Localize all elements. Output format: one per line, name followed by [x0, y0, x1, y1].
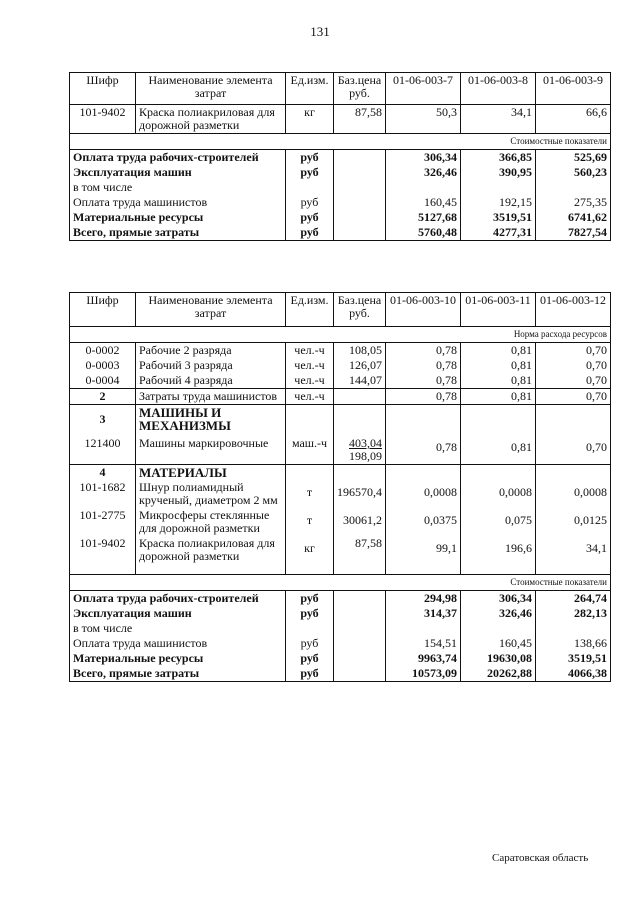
- cost-name: Оплата труда машинистов: [70, 636, 286, 651]
- table-header: [70, 293, 611, 327]
- row-price: 87,58: [334, 105, 386, 134]
- cost-value: 314,37: [386, 606, 461, 621]
- row-value: 0,81: [461, 358, 536, 373]
- row-name: Затраты труда машинистов: [136, 389, 286, 405]
- row-value: 34,1: [461, 105, 536, 134]
- row-name: Микросферы стеклянные для дорожной разметки: [136, 508, 286, 536]
- table-row: [70, 105, 611, 134]
- cost-value: 306,34: [386, 150, 461, 166]
- section-label: Стоимостные показатели: [70, 574, 611, 590]
- cost-row: [70, 666, 611, 682]
- cost-name: Эксплуатация машин: [70, 606, 286, 621]
- row-value: 0,78: [386, 358, 461, 373]
- cost-value: 282,13: [536, 606, 611, 621]
- row-code: 0-0002: [70, 343, 136, 359]
- cost-value: 326,46: [386, 165, 461, 180]
- cost-name: Эксплуатация машин: [70, 165, 286, 180]
- table-row: [70, 480, 611, 508]
- cost-table-1: [69, 72, 611, 241]
- cost-value: 306,34: [461, 590, 536, 606]
- col-unit-header: Ед.изм.: [286, 73, 334, 105]
- section-label-row: [70, 327, 611, 343]
- cost-name: Оплата труда рабочих-строителей: [70, 590, 286, 606]
- cost-name: Всего, прямые затраты: [70, 225, 286, 241]
- cost-value: 525,69: [536, 150, 611, 166]
- row-price: 126,07: [334, 358, 386, 373]
- cost-row: [70, 150, 611, 166]
- row-value: 0,70: [536, 343, 611, 359]
- cost-value: 390,95: [461, 165, 536, 180]
- row-unit: кг: [286, 536, 334, 564]
- row-code: 4: [70, 465, 136, 481]
- row-unit: т: [286, 480, 334, 508]
- cost-row: [70, 621, 611, 636]
- row-code: 101-2775: [70, 508, 136, 536]
- row-value: 0,81: [461, 389, 536, 405]
- row-value: 66,6: [536, 105, 611, 134]
- cost-row: [70, 225, 611, 241]
- row-name: Шнур полиамидный крученый, диаметром 2 мм: [136, 480, 286, 508]
- row-price: [334, 389, 386, 405]
- spacer-row: [70, 564, 611, 574]
- row-value: 0,70: [536, 358, 611, 373]
- col-price-header: Баз.цена руб.: [334, 293, 386, 327]
- cost-value: 560,23: [536, 165, 611, 180]
- cost-name: Оплата труда рабочих-строителей: [70, 150, 286, 166]
- cost-value: 264,74: [536, 590, 611, 606]
- col-variant-2-header: 01-06-003-11: [461, 293, 536, 327]
- row-value: 0,78: [386, 389, 461, 405]
- row-value: 0,78: [386, 373, 461, 389]
- cost-value: 326,46: [461, 606, 536, 621]
- page-number: 131: [310, 24, 330, 39]
- row-value: 0,0008: [461, 480, 536, 508]
- row-name: Рабочий 4 разряда: [136, 373, 286, 389]
- cost-unit: руб: [286, 210, 334, 225]
- row-unit: чел.-ч: [286, 373, 334, 389]
- section-heading: МАШИНЫ И МЕХАНИЗМЫ: [136, 405, 286, 434]
- cost-unit: руб: [286, 590, 334, 606]
- cost-unit: руб: [286, 651, 334, 666]
- cost-unit: руб: [286, 165, 334, 180]
- cost-value: 154,51: [386, 636, 461, 651]
- col-name-header: Наименование элемента затрат: [136, 293, 286, 327]
- cost-value: 20262,88: [461, 666, 536, 682]
- row-price: 196570,4: [334, 480, 386, 508]
- cost-row: [70, 165, 611, 180]
- row-unit: чел.-ч: [286, 358, 334, 373]
- row-code: 101-1682: [70, 480, 136, 508]
- section-label-row: [70, 134, 611, 150]
- section-label: Норма расхода ресурсов: [70, 327, 611, 343]
- col-variant-1-header: 01-06-003-7: [386, 73, 461, 105]
- cost-row: [70, 590, 611, 606]
- row-value: 0,81: [461, 433, 536, 465]
- row-name: Краска полиакриловая для дорожной разметки: [136, 536, 286, 564]
- row-value: 0,0008: [386, 480, 461, 508]
- row-price-extra: 198,09: [349, 449, 382, 463]
- row-price: 87,58: [334, 536, 386, 564]
- col-price-header: Баз.цена руб.: [334, 73, 386, 105]
- col-variant-3-header: 01-06-003-12: [536, 293, 611, 327]
- cost-row: [70, 210, 611, 225]
- row-value: 99,1: [386, 536, 461, 564]
- row-value: 34,1: [536, 536, 611, 564]
- row-value: 0,81: [461, 343, 536, 359]
- row-value: 0,0125: [536, 508, 611, 536]
- col-code-header: Шифр: [70, 73, 136, 105]
- cost-value: 5760,48: [386, 225, 461, 241]
- cost-name: в том числе: [70, 180, 286, 195]
- row-code: 101-9402: [70, 105, 136, 134]
- row-value: 0,70: [536, 389, 611, 405]
- cost-value: 366,85: [461, 150, 536, 166]
- row-name: Краска полиакриловая для дорожной разметки: [136, 105, 286, 134]
- col-unit-header: Ед.изм.: [286, 293, 334, 327]
- cost-value: 192,15: [461, 195, 536, 210]
- col-variant-3-header: 01-06-003-9: [536, 73, 611, 105]
- cost-unit: руб: [286, 225, 334, 241]
- cost-name: Материальные ресурсы: [70, 210, 286, 225]
- section-label-row: [70, 574, 611, 590]
- table-row: [70, 373, 611, 389]
- cost-value: 4277,31: [461, 225, 536, 241]
- row-value: 0,0008: [536, 480, 611, 508]
- row-value: 0,70: [536, 373, 611, 389]
- cost-value: 160,45: [461, 636, 536, 651]
- cost-unit: руб: [286, 636, 334, 651]
- table-row: [70, 343, 611, 359]
- cost-value: 9963,74: [386, 651, 461, 666]
- row-price: 144,07: [334, 373, 386, 389]
- cost-unit: руб: [286, 150, 334, 166]
- row-code: 2: [70, 389, 136, 405]
- row-price: 30061,2: [334, 508, 386, 536]
- table-row: [70, 508, 611, 536]
- cost-value: 138,66: [536, 636, 611, 651]
- cost-value: 10573,09: [386, 666, 461, 682]
- col-variant-2-header: 01-06-003-8: [461, 73, 536, 105]
- row-code: 3: [70, 405, 136, 434]
- section-heading: МАТЕРИАЛЫ: [136, 465, 286, 481]
- row-value: 0,0375: [386, 508, 461, 536]
- footer-region: Саратовская область: [492, 852, 589, 864]
- col-variant-1-header: 01-06-003-10: [386, 293, 461, 327]
- row-name: Машины маркировочные: [136, 433, 286, 465]
- col-code-header: Шифр: [70, 293, 136, 327]
- resource-table-2: [69, 292, 611, 682]
- row-value: 0,81: [461, 373, 536, 389]
- cost-value: 275,35: [536, 195, 611, 210]
- cost-row: [70, 636, 611, 651]
- row-value: 0,78: [386, 433, 461, 465]
- cost-row: [70, 180, 611, 195]
- table-row: [70, 433, 611, 465]
- row-price: 403,04: [349, 436, 382, 450]
- row-unit: чел.-ч: [286, 343, 334, 359]
- cost-row: [70, 651, 611, 666]
- cost-value: 5127,68: [386, 210, 461, 225]
- row-code: 0-0003: [70, 358, 136, 373]
- row-price: 108,05: [334, 343, 386, 359]
- row-value: 0,075: [461, 508, 536, 536]
- cost-unit: руб: [286, 195, 334, 210]
- cost-value: 6741,62: [536, 210, 611, 225]
- row-unit: кг: [286, 105, 334, 134]
- row-value: 50,3: [386, 105, 461, 134]
- cost-name: Материальные ресурсы: [70, 651, 286, 666]
- cost-row: [70, 606, 611, 621]
- row-code: 121400: [70, 433, 136, 465]
- row-name: Рабочие 2 разряда: [136, 343, 286, 359]
- row-code: 101-9402: [70, 536, 136, 564]
- table-row: [70, 465, 611, 481]
- row-value: 0,78: [386, 343, 461, 359]
- row-value: 196,6: [461, 536, 536, 564]
- cost-name: Оплата труда машинистов: [70, 195, 286, 210]
- cost-value: 7827,54: [536, 225, 611, 241]
- cost-value: 3519,51: [461, 210, 536, 225]
- table-row: [70, 536, 611, 564]
- cost-value: 294,98: [386, 590, 461, 606]
- row-code: 0-0004: [70, 373, 136, 389]
- row-name: Рабочий 3 разряда: [136, 358, 286, 373]
- cost-value: 160,45: [386, 195, 461, 210]
- row-value: 0,70: [536, 433, 611, 465]
- cost-row: [70, 195, 611, 210]
- row-unit: т: [286, 508, 334, 536]
- row-unit: маш.-ч: [286, 433, 334, 465]
- cost-name: в том числе: [70, 621, 286, 636]
- cost-unit: руб: [286, 666, 334, 682]
- section-label: Стоимостные показатели: [70, 134, 611, 150]
- table-header: [70, 73, 611, 105]
- table-row: [70, 389, 611, 405]
- cost-unit: руб: [286, 606, 334, 621]
- col-name-header: Наименование элемента затрат: [136, 73, 286, 105]
- cost-value: 3519,51: [536, 651, 611, 666]
- table-row: [70, 405, 611, 434]
- table-row: [70, 358, 611, 373]
- cost-value: 4066,38: [536, 666, 611, 682]
- cost-name: Всего, прямые затраты: [70, 666, 286, 682]
- cost-value: 19630,08: [461, 651, 536, 666]
- row-unit: чел.-ч: [286, 389, 334, 405]
